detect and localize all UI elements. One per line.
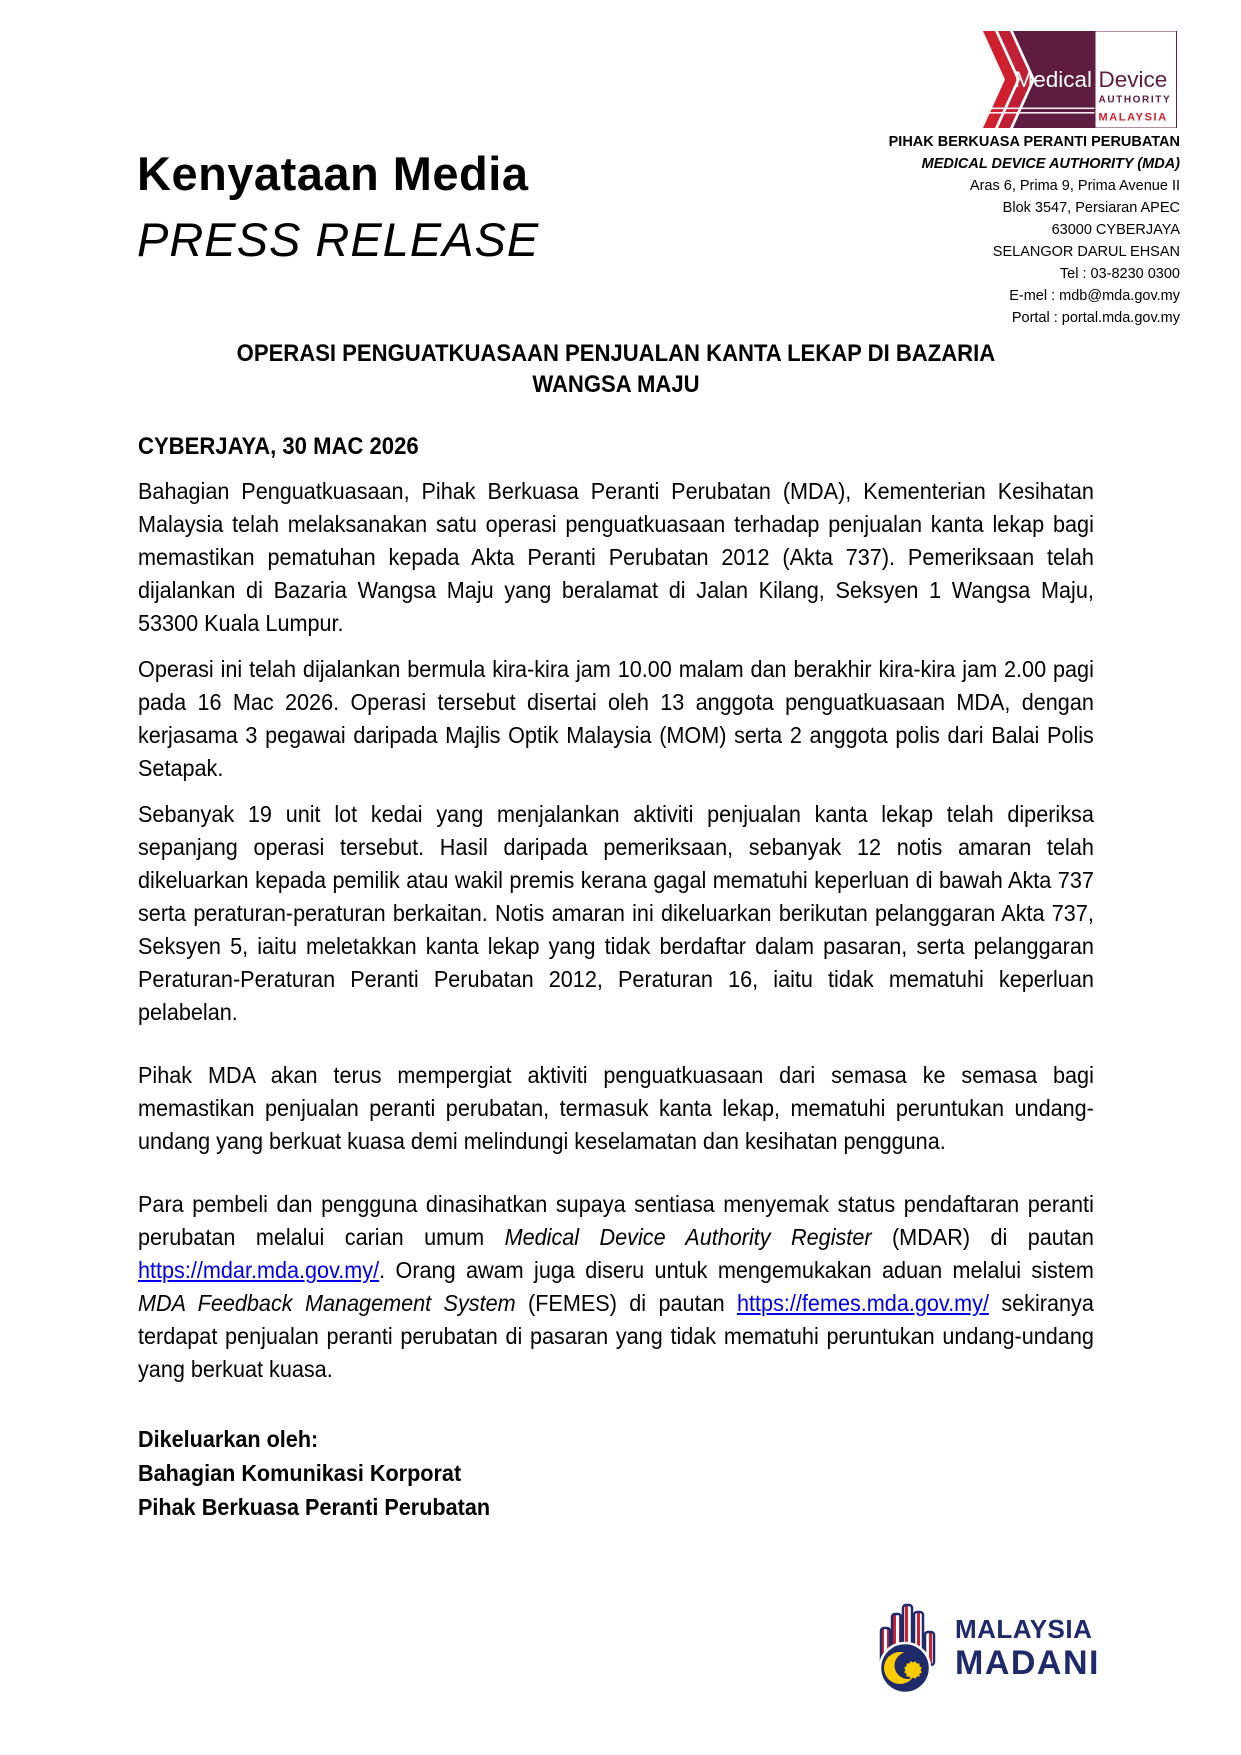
text-segment: (FEMES) di pautan	[515, 1290, 738, 1316]
paragraph	[138, 1188, 1094, 1386]
media-title-english: PRESS RELEASE	[137, 213, 540, 266]
femes-link[interactable]: https://femes.mda.gov.my/	[737, 1290, 989, 1316]
madani-star-icon	[904, 1661, 922, 1679]
mda-logo-word-medical: Medical	[1014, 67, 1092, 92]
agency-name-english: MEDICAL DEVICE AUTHORITY (MDA)	[921, 156, 1180, 172]
title-line: WANGSA MAJU	[532, 371, 700, 398]
text-segment: (MDAR) di pautan	[871, 1224, 1094, 1250]
paragraph	[138, 798, 1094, 1029]
text-segment: Pihak MDA akan terus mempergiat aktiviti penguatkuasaan dari semasa ke semasa bagi memastikan penjualan peranti perubatan, termasuk kanta lekap, mematuhi peruntukan undang-undang yang berkuat kuasa demi melindungi keselamatan dan kesihatan pengguna.	[138, 1062, 1094, 1154]
press-release-heading	[137, 146, 539, 267]
address-line: 63000 CYBERJAYA	[1051, 222, 1180, 238]
issued-by-block	[138, 1422, 1094, 1524]
text-segment: Para pembeli dan pengguna dinasihatkan supaya sentiasa menyemak status pendaftaran peranti perubatan melalui carian umum	[138, 1191, 1094, 1250]
mdar-link[interactable]: https://mdar.mda.gov.my/	[138, 1257, 380, 1283]
address-line: Tel : 03-8230 0300	[1059, 266, 1180, 282]
address-line: SELANGOR DARUL EHSAN	[992, 244, 1180, 260]
paragraph	[138, 475, 1094, 640]
malaysia-madani-logo	[875, 1600, 1103, 1696]
text-segment: MDA Feedback Management System	[138, 1290, 516, 1316]
mda-logo-word-malaysia: MALAYSIA	[1098, 111, 1168, 124]
mda-logo-line	[979, 112, 1095, 114]
mda-logo-word-device: Device	[1098, 67, 1168, 92]
issued-by-division: Bahagian Komunikasi Korporat	[138, 1460, 462, 1486]
media-title-malay: Kenyataan Media	[137, 147, 529, 200]
mda-logo	[973, 31, 1177, 128]
text-segment: Operasi ini telah dijalankan bermula kira-kira jam 10.00 malam dan berakhir kira-kira jam 2.00 pagi pada 16 Mac 2026. Operasi tersebut disertai oleh 13 anggota penguatkuasaan MDA, dengan kerjasama 3 pegawai daripada Majlis Optik Malaysia (MOM) serta 2 anggota polis dari Balai Polis Setapak.	[138, 656, 1094, 781]
document-body	[138, 338, 1094, 1524]
text-segment: Sebanyak 19 unit lot kedai yang menjalankan aktiviti penjualan kanta lekap telah diperiksa sepanjang operasi tersebut. Hasil daripada pemeriksaan, sebanyak 12 notis amaran telah dikeluarkan kepada pemilik atau wakil premis kerana gagal mematuhi keperluan di bawah Akta 737 serta peraturan-peraturan berkaitan. Notis amaran ini dikeluarkan berikutan pelanggaran Akta 737, Seksyen 5, iaitu meletakkan kanta lekap yang tidak berdaftar dalam pasaran, serta pelanggaran Peraturan-Peraturan Peranti Perubatan 2012, Peraturan 16, iaitu tidak mematuhi keperluan pelabelan.	[138, 801, 1094, 1025]
madani-word-malaysia: MALAYSIA	[955, 1614, 1093, 1644]
paragraph	[138, 1059, 1094, 1158]
address-line: Aras 6, Prima 9, Prima Avenue II	[969, 178, 1180, 194]
title-line: OPERASI PENGUATKUASAAN PENJUALAN KANTA LEKAP DI BAZARIA	[236, 340, 996, 367]
dateline: CYBERJAYA, 30 MAC 2026	[138, 433, 419, 460]
text-segment: Bahagian Penguatkuasaan, Pihak Berkuasa Peranti Perubatan (MDA), Kementerian Kesihatan Malaysia telah melaksanakan satu operasi penguatkuasaan terhadap penjualan kanta lekap bagi memastikan pematuhan kepada Akta Peranti Perubatan 2012 (Akta 737). Pemeriksaan telah dijalankan di Bazaria Wangsa Maju yang beralamat di Jalan Kilang, Seksyen 1 Wangsa Maju, 53300 Kuala Lumpur.	[138, 478, 1094, 636]
mda-logo-word-authority: AUTHORITY	[1098, 94, 1172, 106]
text-segment: Medical Device Authority Register	[504, 1224, 872, 1250]
madani-word-madani: MADANI	[955, 1644, 1100, 1682]
document-title	[138, 338, 1094, 400]
issued-by-label: Dikeluarkan oleh:	[138, 1426, 319, 1452]
text-segment: sekiranya terdapat penjualan peranti perubatan di pasaran yang tidak mematuhi peruntukan undang-undang yang berkuat kuasa.	[138, 1290, 1094, 1382]
address-line: Blok 3547, Persiaran APEC	[1002, 200, 1180, 216]
address-line: E-mel : mdb@mda.gov.my	[1009, 288, 1180, 304]
agency-address-block	[889, 131, 1180, 329]
address-line: Portal : portal.mda.gov.my	[1011, 310, 1180, 326]
text-segment: . Orang awam juga diseru untuk mengemukakan aduan melalui sistem	[379, 1257, 1094, 1283]
paragraph	[138, 653, 1094, 785]
mda-logo-line	[979, 108, 1095, 110]
issued-by-agency: Pihak Berkuasa Peranti Perubatan	[138, 1494, 491, 1520]
agency-name-malay: PIHAK BERKUASA PERANTI PERUBATAN	[888, 134, 1180, 150]
press-body	[138, 475, 1094, 1386]
